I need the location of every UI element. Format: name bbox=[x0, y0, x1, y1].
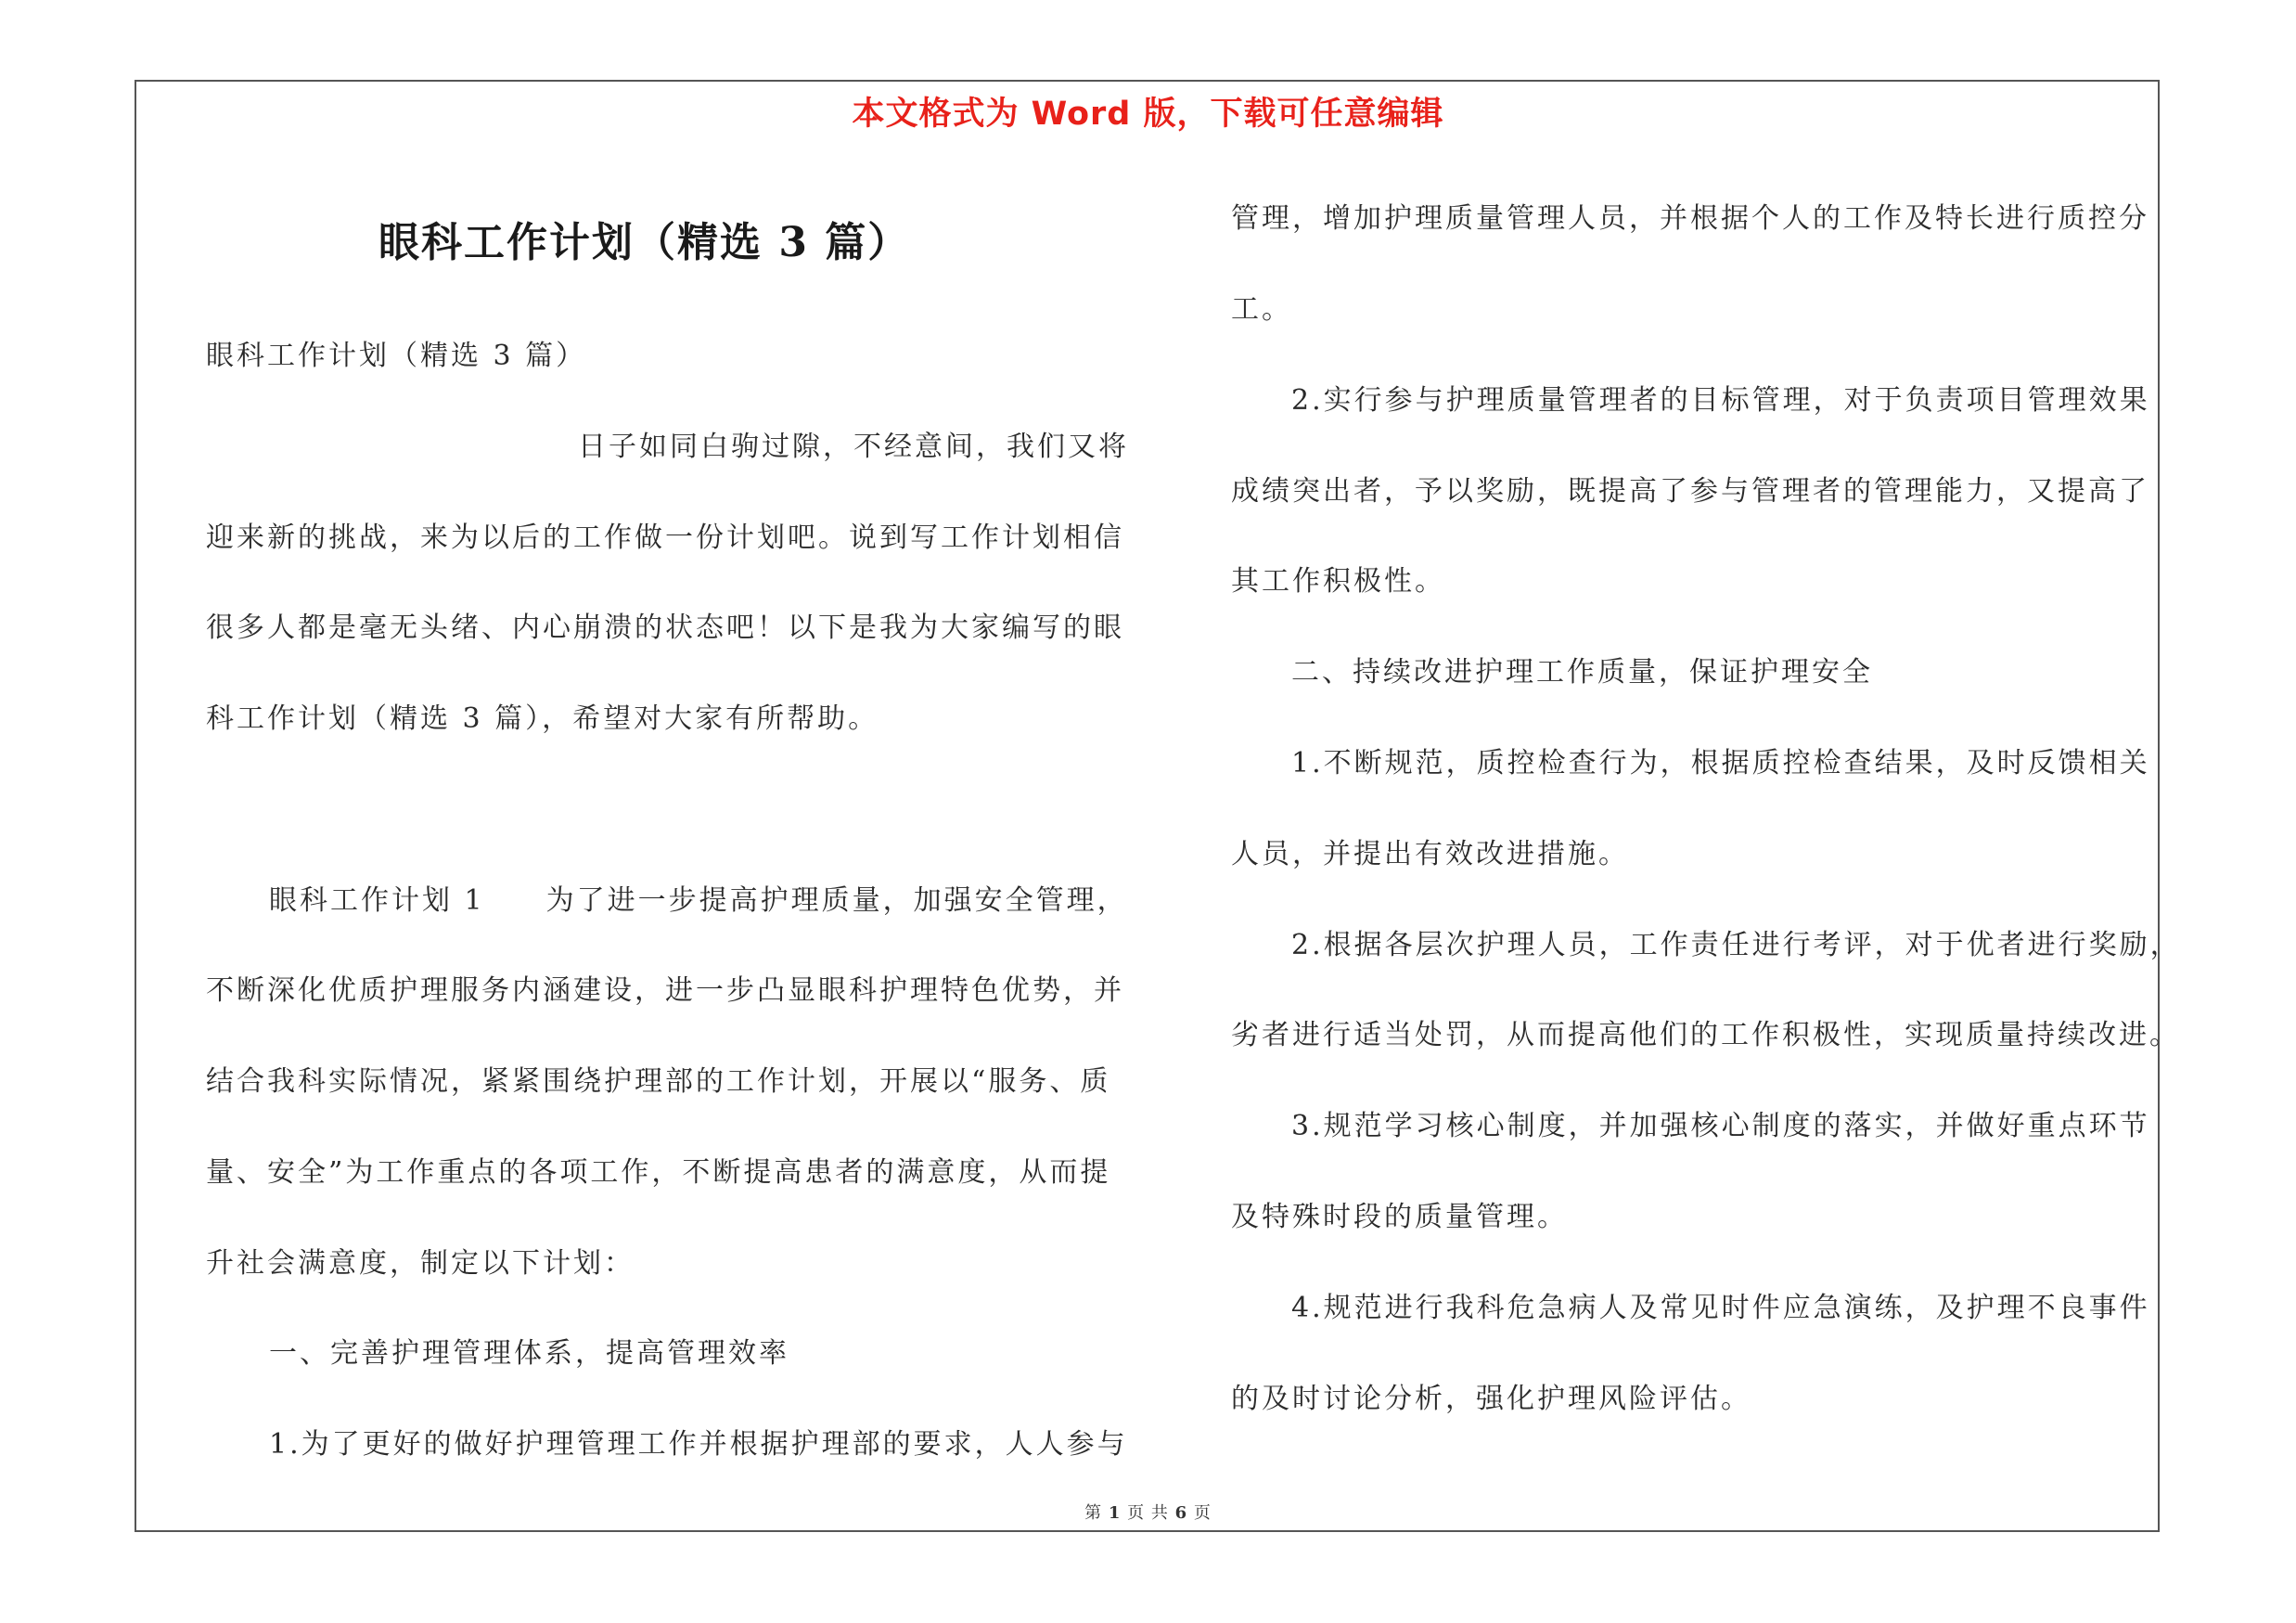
paragraph-line: 3.规范学习核心制度，并加强核心制度的落实，并做好重点环节 bbox=[1291, 1110, 2150, 1142]
page-number-prefix: 第 bbox=[1084, 1503, 1103, 1523]
paragraph-line: 不断深化优质护理服务内涵建设，进一步凸显眼科护理特色优势，并 bbox=[206, 974, 1124, 1007]
paragraph-line: 眼科工作计划 1 为了进一步提高护理质量，加强安全管理， bbox=[269, 884, 1128, 917]
paragraph-line: 及特殊时段的质量管理。 bbox=[1231, 1201, 1568, 1233]
paragraph-line: 其工作积极性。 bbox=[1231, 565, 1445, 598]
document-title: 眼科工作计划（精选 3 篇） bbox=[378, 219, 911, 266]
subtitle-line: 眼科工作计划（精选 3 篇） bbox=[206, 340, 587, 372]
page-number-suffix: 页 bbox=[1193, 1503, 1212, 1523]
paragraph-line: 升社会满意度，制定以下计划： bbox=[206, 1247, 635, 1280]
paragraph-line: 科工作计划（精选 3 篇），希望对大家有所帮助。 bbox=[206, 702, 879, 735]
paragraph-line: 管理，增加护理质量管理人员，并根据个人的工作及特长进行质控分 bbox=[1231, 202, 2149, 235]
page-number-middle: 页 共 bbox=[1127, 1503, 1169, 1523]
paragraph-line: 劣者进行适当处罚，从而提高他们的工作积极性，实现质量持续改进。 bbox=[1231, 1019, 2180, 1051]
paragraph-line: 日子如同白驹过隙，不经意间，我们又将 bbox=[578, 431, 1129, 463]
paragraph-line: 人员，并提出有效改进措施。 bbox=[1231, 838, 1629, 870]
section-heading: 二、持续改进护理工作质量，保证护理安全 bbox=[1291, 656, 1873, 689]
paragraph-line: 2.实行参与护理质量管理者的目标管理，对于负责项目管理效果 bbox=[1291, 384, 2150, 417]
section-heading: 一、完善护理管理体系，提高管理效率 bbox=[269, 1337, 789, 1370]
paragraph-line: 很多人都是毫无头绪、内心崩溃的状态吧！以下是我为大家编写的眼 bbox=[206, 612, 1124, 644]
paragraph-line: 2.根据各层次护理人员，工作责任进行考评，对于优者进行奖励， bbox=[1291, 929, 2181, 961]
paragraph-line: 1.为了更好的做好护理管理工作并根据护理部的要求，人人参与 bbox=[269, 1428, 1128, 1461]
current-page: 1 bbox=[1108, 1503, 1122, 1523]
page-number bbox=[0, 1500, 2296, 1524]
paragraph-line: 工。 bbox=[1231, 293, 1292, 326]
paragraph-line: 1.不断规范，质控检查行为，根据质控检查结果，及时反馈相关 bbox=[1291, 747, 2150, 779]
total-pages: 6 bbox=[1174, 1503, 1188, 1523]
paragraph-line: 量、安全”为工作重点的各项工作，不断提高患者的满意度，从而提 bbox=[206, 1156, 1111, 1189]
paragraph-line: 的及时讨论分析，强化护理风险评估。 bbox=[1231, 1383, 1751, 1415]
word-format-banner: 本文格式为 Word 版，下载可任意编辑 bbox=[852, 96, 1444, 133]
paragraph-line: 结合我科实际情况，紧紧围绕护理部的工作计划，开展以“服务、质 bbox=[206, 1065, 1111, 1098]
paragraph-line: 4.规范进行我科危急病人及常见时件应急演练，及护理不良事件 bbox=[1291, 1292, 2150, 1324]
paragraph-line: 成绩突出者，予以奖励，既提高了参与管理者的管理能力，又提高了 bbox=[1231, 475, 2149, 508]
paragraph-line: 迎来新的挑战，来为以后的工作做一份计划吧。说到写工作计划相信 bbox=[206, 522, 1124, 554]
